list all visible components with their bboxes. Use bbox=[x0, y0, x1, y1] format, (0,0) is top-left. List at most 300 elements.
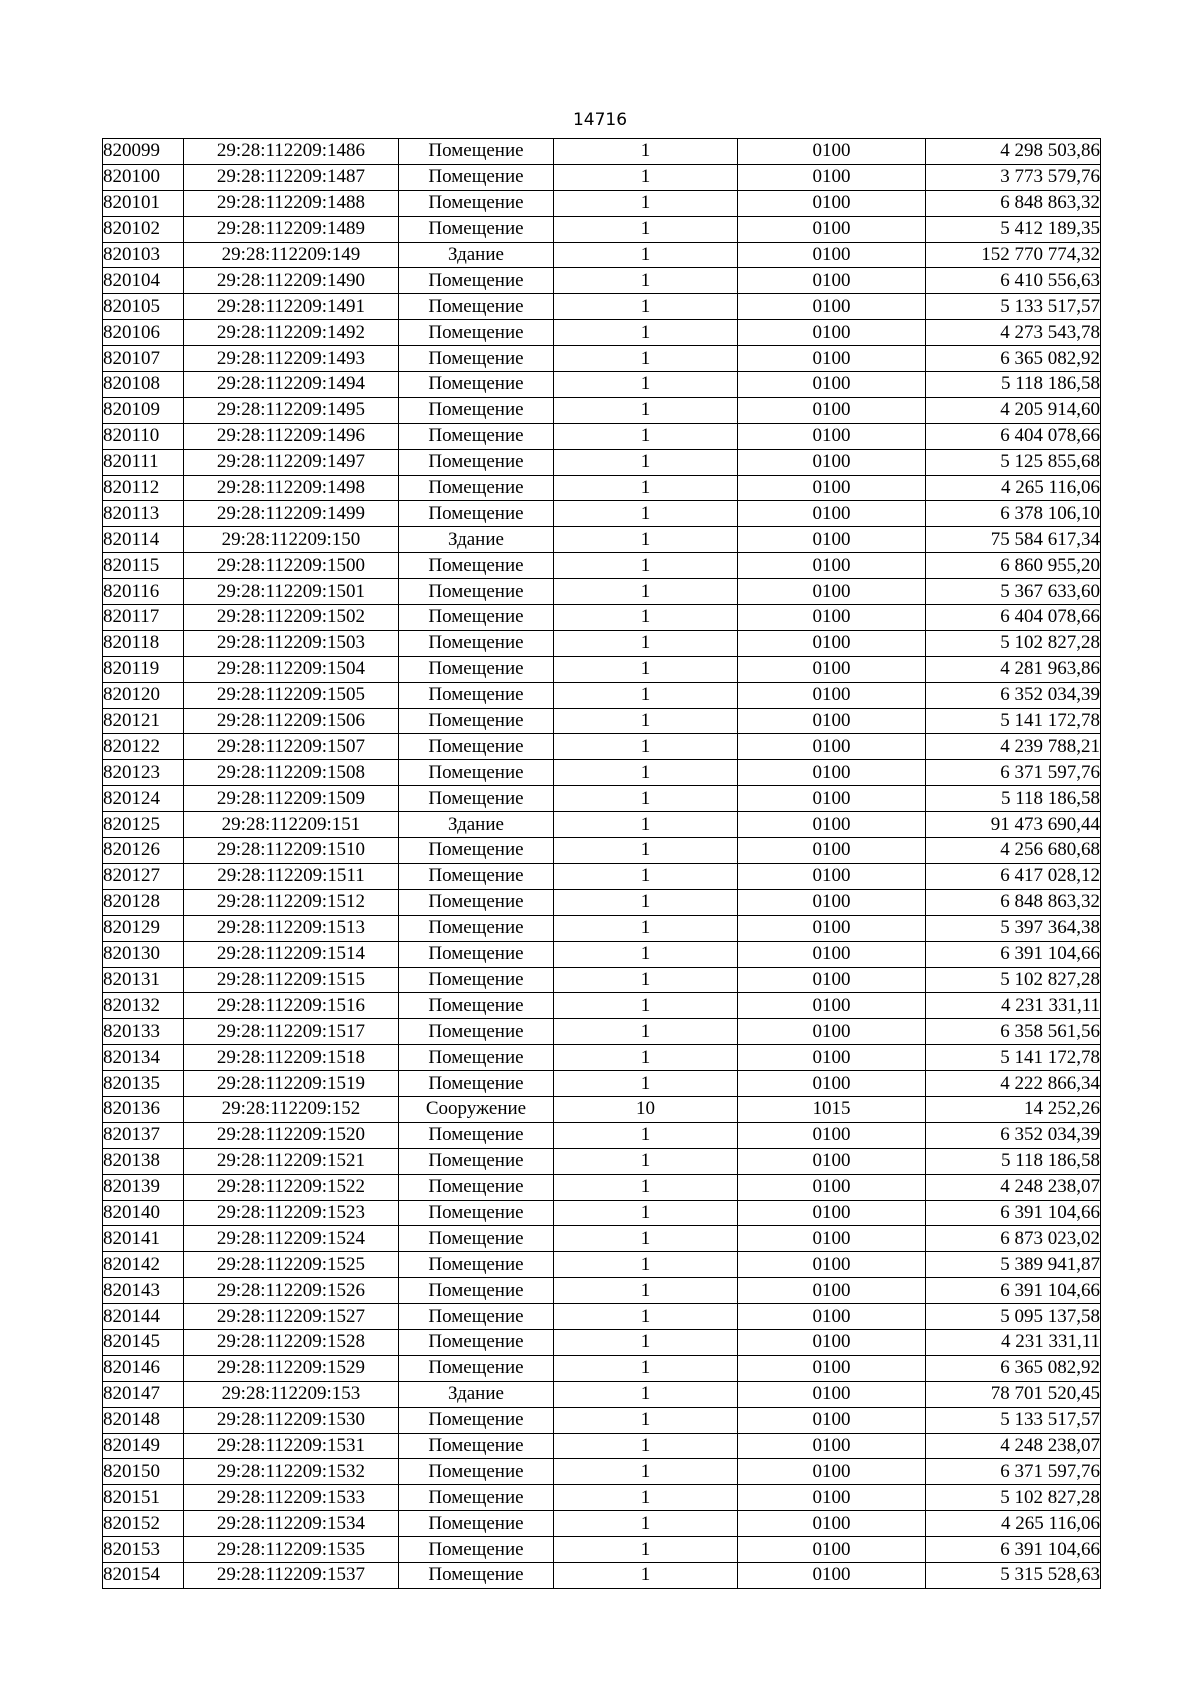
row-number-cell: 820131 bbox=[103, 967, 184, 993]
row-number-cell: 820138 bbox=[103, 1148, 184, 1174]
code-cell: 0100 bbox=[738, 242, 926, 268]
object-type-cell: Помещение bbox=[399, 1459, 554, 1485]
object-type-cell: Помещение bbox=[399, 372, 554, 398]
cadastral-number-cell: 29:28:112209:1519 bbox=[184, 1071, 399, 1097]
count-cell: 1 bbox=[554, 449, 738, 475]
count-cell: 10 bbox=[554, 1096, 738, 1122]
code-cell: 0100 bbox=[738, 1174, 926, 1200]
row-number-cell: 820140 bbox=[103, 1200, 184, 1226]
row-number-cell: 820150 bbox=[103, 1459, 184, 1485]
page-number: 14716 bbox=[572, 110, 628, 130]
cadastral-number-cell: 29:28:112209:1522 bbox=[184, 1174, 399, 1200]
code-cell: 0100 bbox=[738, 346, 926, 372]
table-row bbox=[103, 1355, 1101, 1381]
code-cell: 0100 bbox=[738, 501, 926, 527]
table-row bbox=[103, 1407, 1101, 1433]
row-number-cell: 820117 bbox=[103, 605, 184, 631]
row-number-cell: 820154 bbox=[103, 1562, 184, 1588]
table-row bbox=[103, 294, 1101, 320]
code-cell: 0100 bbox=[738, 1537, 926, 1563]
object-type-cell: Помещение bbox=[399, 941, 554, 967]
code-cell: 0100 bbox=[738, 1355, 926, 1381]
cadastral-value-cell: 5 389 941,87 bbox=[926, 1252, 1101, 1278]
count-cell: 1 bbox=[554, 1511, 738, 1537]
cadastral-value-cell: 4 298 503,86 bbox=[926, 139, 1101, 165]
cadastral-number-cell: 29:28:112209:1516 bbox=[184, 993, 399, 1019]
row-number-cell: 820129 bbox=[103, 915, 184, 941]
cadastral-value-cell: 6 365 082,92 bbox=[926, 346, 1101, 372]
cadastral-number-cell: 29:28:112209:1512 bbox=[184, 889, 399, 915]
row-number-cell: 820134 bbox=[103, 1045, 184, 1071]
cadastral-number-cell: 29:28:112209:1499 bbox=[184, 501, 399, 527]
row-number-cell: 820128 bbox=[103, 889, 184, 915]
object-type-cell: Помещение bbox=[399, 915, 554, 941]
code-cell: 0100 bbox=[738, 1407, 926, 1433]
code-cell: 0100 bbox=[738, 708, 926, 734]
cadastral-number-cell: 29:28:112209:1529 bbox=[184, 1355, 399, 1381]
row-number-cell: 820107 bbox=[103, 346, 184, 372]
cadastral-number-cell: 29:28:112209:1501 bbox=[184, 579, 399, 605]
cadastral-value-cell: 4 256 680,68 bbox=[926, 838, 1101, 864]
cadastral-number-cell: 29:28:112209:149 bbox=[184, 242, 399, 268]
cadastral-number-cell: 29:28:112209:1537 bbox=[184, 1562, 399, 1588]
table-row bbox=[103, 1304, 1101, 1330]
code-cell: 0100 bbox=[738, 1381, 926, 1407]
cadastral-value-cell: 4 265 116,06 bbox=[926, 475, 1101, 501]
row-number-cell: 820141 bbox=[103, 1226, 184, 1252]
table-row bbox=[103, 967, 1101, 993]
row-number-cell: 820145 bbox=[103, 1329, 184, 1355]
object-type-cell: Помещение bbox=[399, 579, 554, 605]
cadastral-value-cell: 5 118 186,58 bbox=[926, 1148, 1101, 1174]
code-cell: 0100 bbox=[738, 320, 926, 346]
cadastral-value-cell: 5 141 172,78 bbox=[926, 708, 1101, 734]
cadastral-value-cell: 4 231 331,11 bbox=[926, 993, 1101, 1019]
object-type-cell: Помещение bbox=[399, 1304, 554, 1330]
cadastral-value-cell: 6 848 863,32 bbox=[926, 190, 1101, 216]
count-cell: 1 bbox=[554, 1278, 738, 1304]
cadastral-value-cell: 5 315 528,63 bbox=[926, 1562, 1101, 1588]
table-row bbox=[103, 1252, 1101, 1278]
cadastral-value-cell: 6 860 955,20 bbox=[926, 553, 1101, 579]
row-number-cell: 820136 bbox=[103, 1096, 184, 1122]
row-number-cell: 820146 bbox=[103, 1355, 184, 1381]
table-row bbox=[103, 501, 1101, 527]
table-row bbox=[103, 838, 1101, 864]
object-type-cell: Помещение bbox=[399, 1019, 554, 1045]
object-type-cell: Помещение bbox=[399, 553, 554, 579]
cadastral-number-cell: 29:28:112209:1496 bbox=[184, 423, 399, 449]
count-cell: 1 bbox=[554, 501, 738, 527]
object-type-cell: Помещение bbox=[399, 993, 554, 1019]
count-cell: 1 bbox=[554, 812, 738, 838]
count-cell: 1 bbox=[554, 164, 738, 190]
table-row bbox=[103, 139, 1101, 165]
cadastral-number-cell: 29:28:112209:1511 bbox=[184, 863, 399, 889]
table-row bbox=[103, 346, 1101, 372]
table-row bbox=[103, 786, 1101, 812]
cadastral-number-cell: 29:28:112209:1535 bbox=[184, 1537, 399, 1563]
cadastral-number-cell: 29:28:112209:1527 bbox=[184, 1304, 399, 1330]
row-number-cell: 820137 bbox=[103, 1122, 184, 1148]
count-cell: 1 bbox=[554, 838, 738, 864]
object-type-cell: Помещение bbox=[399, 216, 554, 242]
code-cell: 0100 bbox=[738, 993, 926, 1019]
cadastral-value-cell: 6 404 078,66 bbox=[926, 605, 1101, 631]
object-type-cell: Помещение bbox=[399, 863, 554, 889]
table-row bbox=[103, 656, 1101, 682]
row-number-cell: 820099 bbox=[103, 139, 184, 165]
cadastral-number-cell: 29:28:112209:1528 bbox=[184, 1329, 399, 1355]
count-cell: 1 bbox=[554, 1071, 738, 1097]
object-type-cell: Помещение bbox=[399, 423, 554, 449]
code-cell: 0100 bbox=[738, 1511, 926, 1537]
cadastral-value-cell: 6 378 106,10 bbox=[926, 501, 1101, 527]
row-number-cell: 820122 bbox=[103, 734, 184, 760]
count-cell: 1 bbox=[554, 1329, 738, 1355]
table-row bbox=[103, 1019, 1101, 1045]
count-cell: 1 bbox=[554, 734, 738, 760]
count-cell: 1 bbox=[554, 993, 738, 1019]
object-type-cell: Помещение bbox=[399, 838, 554, 864]
table-row bbox=[103, 915, 1101, 941]
count-cell: 1 bbox=[554, 294, 738, 320]
count-cell: 1 bbox=[554, 1485, 738, 1511]
row-number-cell: 820127 bbox=[103, 863, 184, 889]
code-cell: 0100 bbox=[738, 397, 926, 423]
row-number-cell: 820111 bbox=[103, 449, 184, 475]
cadastral-value-cell: 6 365 082,92 bbox=[926, 1355, 1101, 1381]
count-cell: 1 bbox=[554, 760, 738, 786]
cadastral-number-cell: 29:28:112209:1520 bbox=[184, 1122, 399, 1148]
cadastral-number-cell: 29:28:112209:1533 bbox=[184, 1485, 399, 1511]
count-cell: 1 bbox=[554, 863, 738, 889]
table-row bbox=[103, 1071, 1101, 1097]
object-type-cell: Помещение bbox=[399, 630, 554, 656]
table-row bbox=[103, 993, 1101, 1019]
table-row bbox=[103, 1537, 1101, 1563]
object-type-cell: Помещение bbox=[399, 1329, 554, 1355]
code-cell: 0100 bbox=[738, 786, 926, 812]
cadastral-number-cell: 29:28:112209:153 bbox=[184, 1381, 399, 1407]
object-type-cell: Помещение bbox=[399, 1226, 554, 1252]
row-number-cell: 820148 bbox=[103, 1407, 184, 1433]
table-row bbox=[103, 1381, 1101, 1407]
cadastral-number-cell: 29:28:112209:1524 bbox=[184, 1226, 399, 1252]
cadastral-value-cell: 5 133 517,57 bbox=[926, 294, 1101, 320]
code-cell: 0100 bbox=[738, 1019, 926, 1045]
code-cell: 0100 bbox=[738, 190, 926, 216]
count-cell: 1 bbox=[554, 605, 738, 631]
table-row bbox=[103, 1174, 1101, 1200]
cadastral-value-cell: 6 404 078,66 bbox=[926, 423, 1101, 449]
object-type-cell: Помещение bbox=[399, 1537, 554, 1563]
cadastral-number-cell: 29:28:112209:1492 bbox=[184, 320, 399, 346]
cadastral-number-cell: 29:28:112209:1507 bbox=[184, 734, 399, 760]
cadastral-number-cell: 29:28:112209:1487 bbox=[184, 164, 399, 190]
cadastral-number-cell: 29:28:112209:1493 bbox=[184, 346, 399, 372]
code-cell: 0100 bbox=[738, 1200, 926, 1226]
cadastral-number-cell: 29:28:112209:1502 bbox=[184, 605, 399, 631]
object-type-cell: Помещение bbox=[399, 268, 554, 294]
cadastral-value-cell: 4 281 963,86 bbox=[926, 656, 1101, 682]
object-type-cell: Помещение bbox=[399, 139, 554, 165]
count-cell: 1 bbox=[554, 320, 738, 346]
table-row bbox=[103, 1045, 1101, 1071]
object-type-cell: Помещение bbox=[399, 734, 554, 760]
count-cell: 1 bbox=[554, 1122, 738, 1148]
table-row bbox=[103, 190, 1101, 216]
table-row bbox=[103, 605, 1101, 631]
row-number-cell: 820109 bbox=[103, 397, 184, 423]
row-number-cell: 820132 bbox=[103, 993, 184, 1019]
count-cell: 1 bbox=[554, 630, 738, 656]
cadastral-number-cell: 29:28:112209:150 bbox=[184, 527, 399, 553]
code-cell: 0100 bbox=[738, 812, 926, 838]
count-cell: 1 bbox=[554, 346, 738, 372]
object-type-cell: Помещение bbox=[399, 1200, 554, 1226]
code-cell: 0100 bbox=[738, 1252, 926, 1278]
count-cell: 1 bbox=[554, 1562, 738, 1588]
object-type-cell: Помещение bbox=[399, 501, 554, 527]
object-type-cell: Помещение bbox=[399, 449, 554, 475]
row-number-cell: 820133 bbox=[103, 1019, 184, 1045]
table-row bbox=[103, 1278, 1101, 1304]
table-row bbox=[103, 372, 1101, 398]
count-cell: 1 bbox=[554, 682, 738, 708]
code-cell: 0100 bbox=[738, 372, 926, 398]
count-cell: 1 bbox=[554, 1226, 738, 1252]
cadastral-number-cell: 29:28:112209:1514 bbox=[184, 941, 399, 967]
count-cell: 1 bbox=[554, 1045, 738, 1071]
object-type-cell: Помещение bbox=[399, 397, 554, 423]
table-row bbox=[103, 527, 1101, 553]
count-cell: 1 bbox=[554, 889, 738, 915]
object-type-cell: Помещение bbox=[399, 1045, 554, 1071]
row-number-cell: 820115 bbox=[103, 553, 184, 579]
count-cell: 1 bbox=[554, 372, 738, 398]
object-type-cell: Помещение bbox=[399, 760, 554, 786]
code-cell: 0100 bbox=[738, 734, 926, 760]
code-cell: 0100 bbox=[738, 1304, 926, 1330]
row-number-cell: 820108 bbox=[103, 372, 184, 398]
code-cell: 0100 bbox=[738, 682, 926, 708]
table-row bbox=[103, 320, 1101, 346]
cadastral-value-cell: 6 848 863,32 bbox=[926, 889, 1101, 915]
code-cell: 0100 bbox=[738, 1562, 926, 1588]
cadastral-number-cell: 29:28:112209:1490 bbox=[184, 268, 399, 294]
code-cell: 0100 bbox=[738, 1278, 926, 1304]
object-type-cell: Помещение bbox=[399, 320, 554, 346]
table-row bbox=[103, 1433, 1101, 1459]
cadastral-value-cell: 5 125 855,68 bbox=[926, 449, 1101, 475]
row-number-cell: 820143 bbox=[103, 1278, 184, 1304]
row-number-cell: 820102 bbox=[103, 216, 184, 242]
count-cell: 1 bbox=[554, 397, 738, 423]
row-number-cell: 820144 bbox=[103, 1304, 184, 1330]
cadastral-value-cell: 5 412 189,35 bbox=[926, 216, 1101, 242]
cadastral-value-cell: 6 410 556,63 bbox=[926, 268, 1101, 294]
cadastral-value-cell: 5 133 517,57 bbox=[926, 1407, 1101, 1433]
code-cell: 0100 bbox=[738, 1226, 926, 1252]
object-type-cell: Помещение bbox=[399, 475, 554, 501]
code-cell: 0100 bbox=[738, 656, 926, 682]
row-number-cell: 820142 bbox=[103, 1252, 184, 1278]
code-cell: 0100 bbox=[738, 294, 926, 320]
code-cell: 0100 bbox=[738, 838, 926, 864]
object-type-cell: Помещение bbox=[399, 1174, 554, 1200]
table-row bbox=[103, 242, 1101, 268]
code-cell: 0100 bbox=[738, 967, 926, 993]
table-row bbox=[103, 1096, 1101, 1122]
table-row bbox=[103, 579, 1101, 605]
count-cell: 1 bbox=[554, 1174, 738, 1200]
table-row bbox=[103, 1200, 1101, 1226]
cadastral-value-cell: 4 265 116,06 bbox=[926, 1511, 1101, 1537]
cadastral-value-cell: 4 205 914,60 bbox=[926, 397, 1101, 423]
object-type-cell: Помещение bbox=[399, 294, 554, 320]
object-type-cell: Помещение bbox=[399, 605, 554, 631]
cadastral-value-cell: 5 102 827,28 bbox=[926, 630, 1101, 656]
code-cell: 0100 bbox=[738, 605, 926, 631]
count-cell: 1 bbox=[554, 1459, 738, 1485]
row-number-cell: 820104 bbox=[103, 268, 184, 294]
count-cell: 1 bbox=[554, 1304, 738, 1330]
object-type-cell: Здание bbox=[399, 1381, 554, 1407]
code-cell: 1015 bbox=[738, 1096, 926, 1122]
code-cell: 0100 bbox=[738, 1148, 926, 1174]
table-row bbox=[103, 1148, 1101, 1174]
cadastral-number-cell: 29:28:112209:1508 bbox=[184, 760, 399, 786]
cadastral-value-cell: 6 352 034,39 bbox=[926, 1122, 1101, 1148]
code-cell: 0100 bbox=[738, 1122, 926, 1148]
cadastral-number-cell: 29:28:112209:1531 bbox=[184, 1433, 399, 1459]
row-number-cell: 820120 bbox=[103, 682, 184, 708]
code-cell: 0100 bbox=[738, 863, 926, 889]
cadastral-number-cell: 29:28:112209:151 bbox=[184, 812, 399, 838]
table-row bbox=[103, 423, 1101, 449]
count-cell: 1 bbox=[554, 1355, 738, 1381]
code-cell: 0100 bbox=[738, 630, 926, 656]
object-type-cell: Помещение bbox=[399, 1122, 554, 1148]
cadastral-value-cell: 3 773 579,76 bbox=[926, 164, 1101, 190]
object-type-cell: Помещение bbox=[399, 1148, 554, 1174]
table-body bbox=[103, 139, 1101, 1589]
cadastral-number-cell: 29:28:112209:1518 bbox=[184, 1045, 399, 1071]
code-cell: 0100 bbox=[738, 579, 926, 605]
count-cell: 1 bbox=[554, 1019, 738, 1045]
cadastral-number-cell: 29:28:112209:1510 bbox=[184, 838, 399, 864]
row-number-cell: 820151 bbox=[103, 1485, 184, 1511]
table-row bbox=[103, 941, 1101, 967]
cadastral-number-cell: 29:28:112209:1495 bbox=[184, 397, 399, 423]
code-cell: 0100 bbox=[738, 760, 926, 786]
cadastral-value-cell: 6 371 597,76 bbox=[926, 1459, 1101, 1485]
code-cell: 0100 bbox=[738, 915, 926, 941]
code-cell: 0100 bbox=[738, 164, 926, 190]
row-number-cell: 820149 bbox=[103, 1433, 184, 1459]
table-row bbox=[103, 812, 1101, 838]
cadastral-number-cell: 29:28:112209:1532 bbox=[184, 1459, 399, 1485]
row-number-cell: 820101 bbox=[103, 190, 184, 216]
row-number-cell: 820112 bbox=[103, 475, 184, 501]
count-cell: 1 bbox=[554, 915, 738, 941]
count-cell: 1 bbox=[554, 941, 738, 967]
table-row bbox=[103, 889, 1101, 915]
cadastral-value-cell: 5 141 172,78 bbox=[926, 1045, 1101, 1071]
cadastral-number-cell: 29:28:112209:1497 bbox=[184, 449, 399, 475]
cadastral-value-cell: 5 095 137,58 bbox=[926, 1304, 1101, 1330]
cadastral-number-cell: 29:28:112209:1521 bbox=[184, 1148, 399, 1174]
row-number-cell: 820113 bbox=[103, 501, 184, 527]
code-cell: 0100 bbox=[738, 553, 926, 579]
count-cell: 1 bbox=[554, 190, 738, 216]
cadastral-value-cell: 6 358 561,56 bbox=[926, 1019, 1101, 1045]
table-row bbox=[103, 1122, 1101, 1148]
code-cell: 0100 bbox=[738, 941, 926, 967]
object-type-cell: Помещение bbox=[399, 164, 554, 190]
cadastral-number-cell: 29:28:112209:1526 bbox=[184, 1278, 399, 1304]
object-type-cell: Сооружение bbox=[399, 1096, 554, 1122]
cadastral-number-cell: 29:28:112209:1534 bbox=[184, 1511, 399, 1537]
code-cell: 0100 bbox=[738, 1329, 926, 1355]
object-type-cell: Помещение bbox=[399, 656, 554, 682]
cadastral-value-cell: 6 391 104,66 bbox=[926, 1278, 1101, 1304]
code-cell: 0100 bbox=[738, 1459, 926, 1485]
cadastral-number-cell: 29:28:112209:1500 bbox=[184, 553, 399, 579]
code-cell: 0100 bbox=[738, 1045, 926, 1071]
row-number-cell: 820135 bbox=[103, 1071, 184, 1097]
object-type-cell: Помещение bbox=[399, 346, 554, 372]
row-number-cell: 820121 bbox=[103, 708, 184, 734]
cadastral-number-cell: 29:28:112209:1498 bbox=[184, 475, 399, 501]
code-cell: 0100 bbox=[738, 268, 926, 294]
cadastral-number-cell: 29:28:112209:1523 bbox=[184, 1200, 399, 1226]
cadastral-number-cell: 29:28:112209:1491 bbox=[184, 294, 399, 320]
code-cell: 0100 bbox=[738, 475, 926, 501]
cadastral-number-cell: 29:28:112209:1509 bbox=[184, 786, 399, 812]
cadastral-value-cell: 4 248 238,07 bbox=[926, 1433, 1101, 1459]
row-number-cell: 820100 bbox=[103, 164, 184, 190]
cadastral-value-cell: 6 391 104,66 bbox=[926, 1537, 1101, 1563]
cadastral-value-cell: 6 371 597,76 bbox=[926, 760, 1101, 786]
object-type-cell: Помещение bbox=[399, 889, 554, 915]
cadastral-value-cell: 4 239 788,21 bbox=[926, 734, 1101, 760]
cadastral-number-cell: 29:28:112209:1517 bbox=[184, 1019, 399, 1045]
count-cell: 1 bbox=[554, 579, 738, 605]
count-cell: 1 bbox=[554, 527, 738, 553]
count-cell: 1 bbox=[554, 1200, 738, 1226]
table-row bbox=[103, 630, 1101, 656]
cadastral-value-cell: 91 473 690,44 bbox=[926, 812, 1101, 838]
object-type-cell: Помещение bbox=[399, 1252, 554, 1278]
cadastral-value-cell: 4 248 238,07 bbox=[926, 1174, 1101, 1200]
row-number-cell: 820118 bbox=[103, 630, 184, 656]
count-cell: 1 bbox=[554, 967, 738, 993]
table-row bbox=[103, 1329, 1101, 1355]
table-row bbox=[103, 734, 1101, 760]
row-number-cell: 820119 bbox=[103, 656, 184, 682]
cadastral-value-cell: 152 770 774,32 bbox=[926, 242, 1101, 268]
count-cell: 1 bbox=[554, 708, 738, 734]
cadastral-number-cell: 29:28:112209:1525 bbox=[184, 1252, 399, 1278]
object-type-cell: Помещение bbox=[399, 967, 554, 993]
row-number-cell: 820139 bbox=[103, 1174, 184, 1200]
count-cell: 1 bbox=[554, 1252, 738, 1278]
cadastral-number-cell: 29:28:112209:1494 bbox=[184, 372, 399, 398]
cadastral-number-cell: 29:28:112209:1505 bbox=[184, 682, 399, 708]
object-type-cell: Здание bbox=[399, 242, 554, 268]
